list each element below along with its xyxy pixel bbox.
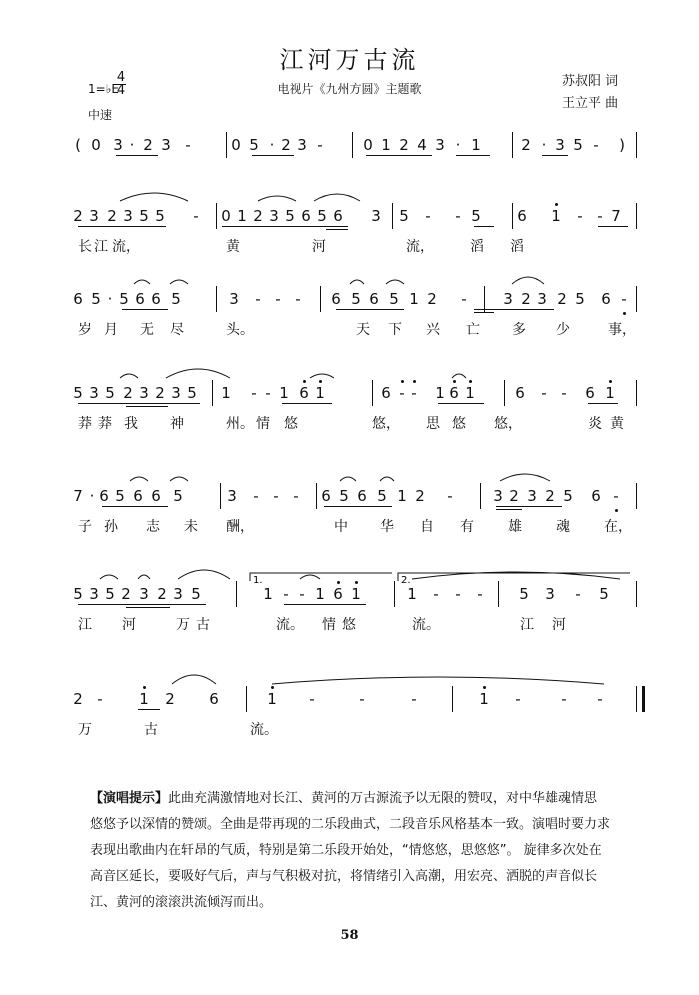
score-note: · (541, 136, 547, 154)
score-note: - (265, 384, 271, 402)
score-note: 5 (575, 290, 585, 308)
lyric: 流。 (276, 617, 304, 633)
score-note: 1 (465, 384, 475, 402)
score-note: - (577, 207, 583, 225)
score-note: 6 (369, 290, 379, 308)
score-note: 6 (517, 207, 527, 225)
score-note: 3 (89, 384, 99, 402)
slur (272, 677, 604, 684)
song-title: 江河万古流 (279, 46, 420, 74)
lyric: 黄 (610, 416, 624, 432)
score-note: 6 (133, 487, 143, 505)
score-note: 3 (113, 136, 123, 154)
lyric: 事， (608, 322, 636, 338)
score-note: - (359, 690, 365, 708)
lyric: 流。 (412, 617, 440, 633)
score-note: 5 (519, 585, 529, 603)
score-note: 2 (545, 487, 555, 505)
score-note: 3 (493, 487, 503, 505)
lyric: 炎 (588, 416, 602, 432)
score-note: - (309, 690, 315, 708)
slur (178, 570, 230, 579)
score-note: - (253, 487, 259, 505)
lyric: 在， (604, 519, 632, 535)
lyric: 自 (420, 519, 434, 535)
score-note: 1 (397, 487, 407, 505)
score-note: 1 (409, 290, 419, 308)
slur (134, 280, 150, 284)
score-note: 0 (91, 136, 101, 154)
score-note: - (411, 690, 417, 708)
score-note: 6 (151, 290, 161, 308)
score-note: - (597, 207, 603, 225)
score-note: 1 (435, 384, 445, 402)
lyric: 亡 (466, 322, 480, 338)
score-note: · (269, 136, 275, 154)
score-note: 2 (73, 207, 83, 225)
score-note: - (621, 290, 627, 308)
slur (452, 374, 466, 378)
score-note: 5 (389, 290, 399, 308)
score-note: 2 (73, 690, 83, 708)
lyric: 神 (170, 416, 184, 432)
score-note: - (193, 207, 199, 225)
score-note: - (433, 585, 439, 603)
score-note: 6 (301, 207, 311, 225)
score-note: 3 (171, 384, 181, 402)
score-note: - (593, 136, 599, 154)
score-note: 6 (357, 487, 367, 505)
score-note: 1 (237, 207, 247, 225)
score-note: 1 (139, 690, 149, 708)
score-note: - (185, 136, 191, 154)
lyric: 有 (460, 519, 474, 535)
score-note: 5 (399, 207, 409, 225)
slur (120, 374, 138, 378)
score-note: 3 (269, 207, 279, 225)
lyric: 黄 (226, 239, 240, 255)
score-note: 6 (135, 290, 145, 308)
lyric: 河 (552, 617, 566, 633)
lyric: 月 (104, 322, 118, 338)
score-note: 2 (427, 290, 437, 308)
score-note: 2 (165, 690, 175, 708)
lyric: 流， (112, 239, 140, 255)
score-note: 2 (521, 136, 531, 154)
score-note: 3 (537, 290, 547, 308)
slur (340, 477, 356, 481)
score-note: 1 (279, 384, 289, 402)
slur (512, 277, 544, 284)
score-note: 2 (253, 207, 263, 225)
lyric: 河 (122, 617, 136, 633)
score-note: - (299, 585, 305, 603)
lyric: 华 (380, 519, 394, 535)
lyric: 州。 (226, 416, 254, 432)
score-note: 2 (107, 207, 117, 225)
score-note: 2 (557, 290, 567, 308)
score-note: 3 (227, 487, 237, 505)
lyric: 岁 (78, 322, 92, 338)
score-note: ( (75, 136, 81, 154)
lyric: 流， (406, 239, 434, 255)
score-note: 6 (591, 487, 601, 505)
score-note: 1 (351, 585, 361, 603)
score-note: 3 (527, 487, 537, 505)
lyric: 古 (196, 617, 210, 633)
lyric: 兴 (426, 322, 440, 338)
score-note: - (283, 585, 289, 603)
score-note: 1 (605, 384, 615, 402)
score-note: 7 (611, 207, 621, 225)
lyric: 少 (556, 322, 570, 338)
slur (120, 193, 188, 201)
score-note: 5 (187, 384, 197, 402)
score-note: - (477, 585, 483, 603)
lyric: 天 (356, 322, 370, 338)
lyric: 我 (124, 416, 138, 432)
slur (500, 474, 550, 481)
score-note: · (107, 290, 113, 308)
score-note: - (411, 384, 417, 402)
score-note: 6 (381, 384, 391, 402)
volta-bracket (250, 573, 392, 581)
lyric: 头。 (226, 322, 254, 338)
score-note: 6 (585, 384, 595, 402)
score-note: 5 (73, 585, 83, 603)
score-note: - (399, 384, 405, 402)
tempo-marking: 中速 (88, 108, 113, 122)
score-note: 6 (321, 487, 331, 505)
score-note: - (255, 290, 261, 308)
slur (170, 477, 188, 481)
score-note: 3 (173, 585, 183, 603)
lyric: 悠， (372, 416, 400, 432)
score-note: - (613, 487, 619, 505)
volta-bracket (398, 573, 630, 581)
score-note: 3 (123, 207, 133, 225)
score-note: - (597, 690, 603, 708)
score-note: - (541, 384, 547, 402)
volta-label: 1. (253, 575, 263, 586)
score-note: 3 (139, 585, 149, 603)
score-note: 0 (363, 136, 373, 154)
score-note: 3 (89, 585, 99, 603)
score-note: 5 (105, 384, 115, 402)
performance-note (90, 786, 610, 916)
slur (172, 675, 216, 684)
slur (138, 575, 150, 579)
lyric: 情 (322, 617, 336, 633)
lyric: 雄 (508, 519, 522, 535)
lyric: 思 (426, 416, 440, 432)
score-note: 5 (471, 207, 481, 225)
score-note: 0 (221, 207, 231, 225)
slur (100, 575, 118, 579)
score-note: 3 (229, 290, 239, 308)
score-note: 2 (415, 487, 425, 505)
performance-note-text: 此曲充满激情地对长江、黄河的万古源流予以无限的赞叹，对中华雄魂情思悠悠予以深情的赞颂。全曲是带再现的二乐段曲式，二段音乐风格基本一致。演唱时要力求表现出歌曲内在轩昂的气质，特别是第二乐段开始处，“情悠悠，思悠悠”。 旋律多次处在高音区延长，要吸好气后，声与气积极对抗，将情绪引入高潮，用宏亮、洒脱的声音似长江、黄河的滚滚洪流倾泻而出。 (90, 791, 611, 910)
score-note: 6 (73, 290, 83, 308)
score-note: 6 (151, 487, 161, 505)
lyric: 滔 (510, 239, 524, 255)
lyric: 中 (334, 519, 348, 535)
score-note: 5 (191, 585, 201, 603)
score-note: - (455, 585, 461, 603)
lyric: 流。 (250, 722, 278, 738)
lyric: 悠 (342, 617, 356, 633)
score-note: 2 (123, 384, 133, 402)
score-note: · (89, 487, 95, 505)
score-note: 2 (509, 487, 519, 505)
score-note: 5 (115, 487, 125, 505)
lyric: 酬， (226, 519, 254, 535)
score-note: 3 (555, 136, 565, 154)
score-note: 5 (599, 585, 609, 603)
lyric: 江 (78, 617, 92, 633)
lyric: 尽 (170, 322, 184, 338)
score-note: 3 (545, 585, 555, 603)
score-note: - (273, 487, 279, 505)
lyric: 万 (78, 722, 92, 738)
score-note: - (575, 585, 581, 603)
composer-credit: 王立平 曲 (562, 96, 619, 111)
score-note: 6 (333, 585, 343, 603)
score-note: 1 (315, 384, 325, 402)
lyric: 悠 (284, 416, 298, 432)
score-note: 1 (381, 136, 391, 154)
score-note: · (455, 136, 461, 154)
lyric: 多 (512, 322, 526, 338)
lyric: 下 (388, 322, 402, 338)
score-note: 2 (521, 290, 531, 308)
volta-label: 2. (401, 575, 411, 586)
score-note: 5 (173, 487, 183, 505)
score-note: - (295, 290, 301, 308)
lyric: 魂 (556, 519, 570, 535)
score-note: 6 (515, 384, 525, 402)
score-note: 1 (267, 690, 277, 708)
score-note: 3 (161, 136, 171, 154)
song-subtitle: 电视片《九州方圆》主题歌 (277, 82, 422, 96)
score-note: - (293, 487, 299, 505)
lyric: 情 (256, 416, 270, 432)
lyric: 古 (144, 722, 158, 738)
lyric: 悠 (452, 416, 466, 432)
slur (258, 196, 296, 201)
score-note: 5 (139, 207, 149, 225)
lyric: 江 (520, 617, 534, 633)
score-note: - (461, 290, 467, 308)
lyric: 长 (78, 239, 92, 255)
slur (166, 369, 230, 378)
lyric: 未 (184, 519, 198, 535)
score-note: 5 (105, 585, 115, 603)
score-note: 5 (171, 290, 181, 308)
score-note: 3 (139, 384, 149, 402)
lyric: 莽 (78, 416, 92, 432)
slur (380, 477, 394, 481)
score-note: 7 (73, 487, 83, 505)
score-note: 3 (89, 207, 99, 225)
score-note: 2 (157, 585, 167, 603)
score-note: - (317, 136, 323, 154)
score-note: - (97, 690, 103, 708)
slur (310, 374, 334, 378)
score-note: 5 (563, 487, 573, 505)
score-note: 5 (119, 290, 129, 308)
score-note: 1 (471, 136, 481, 154)
score-note: 3 (371, 207, 381, 225)
time-signature-bottom: 4 (116, 83, 126, 98)
lyric: 河 (312, 239, 326, 255)
score-note: ) (619, 136, 625, 154)
lyric: 滔 (470, 239, 484, 255)
score-note: 2 (399, 136, 409, 154)
slur (170, 280, 188, 284)
score-note: 5 (155, 207, 165, 225)
slur (300, 575, 320, 579)
score-note: 2 (121, 585, 131, 603)
score-note: 6 (331, 290, 341, 308)
time-signature-top: 4 (116, 70, 126, 85)
slur (386, 280, 404, 284)
score-note: 3 (297, 136, 307, 154)
lyric: 无 (140, 322, 154, 338)
slur (350, 280, 364, 284)
score-note: 2 (155, 384, 165, 402)
score-note: - (561, 690, 567, 708)
page-number: 58 (340, 928, 359, 943)
slur (314, 194, 360, 201)
score-note: 5 (573, 136, 583, 154)
score-note: - (561, 384, 567, 402)
score-note: 1 (407, 585, 417, 603)
lyric: 孙 (104, 519, 118, 535)
score-note: 1 (551, 207, 561, 225)
score-note: - (447, 487, 453, 505)
lyric: 江 (94, 239, 108, 255)
score-note: 5 (351, 290, 361, 308)
lyric: 万 (176, 617, 190, 633)
key-signature: 1=♭E (88, 82, 119, 96)
score-note: - (425, 207, 431, 225)
score-note: 5 (339, 487, 349, 505)
score-note: - (515, 690, 521, 708)
score-note: 5 (249, 136, 259, 154)
score-note: 1 (221, 384, 231, 402)
lyricist-credit: 苏叔阳 词 (562, 74, 619, 89)
lyric: 志 (146, 519, 160, 535)
score-note: - (251, 384, 257, 402)
score-note: 5 (317, 207, 327, 225)
score-note: - (275, 290, 281, 308)
score-note: - (455, 207, 461, 225)
score-note: 6 (601, 290, 611, 308)
score-note: 1 (479, 690, 489, 708)
score-note: 6 (449, 384, 459, 402)
score-note: 6 (99, 487, 109, 505)
score-note: 1 (263, 585, 273, 603)
slur (130, 477, 148, 481)
score-note: 3 (503, 290, 513, 308)
lyric: 莽 (98, 416, 112, 432)
score-note: 6 (209, 690, 219, 708)
score-note: 6 (333, 207, 343, 225)
score-note: 5 (91, 290, 101, 308)
score-note: 1 (315, 585, 325, 603)
score-note: 2 (281, 136, 291, 154)
score-note: 0 (231, 136, 241, 154)
lyric: 子 (78, 519, 92, 535)
score-note: 6 (299, 384, 309, 402)
performance-note-label: 【演唱提示】 (90, 791, 169, 806)
score-note: 2 (143, 136, 153, 154)
score-note: 3 (435, 136, 445, 154)
score-note: · (129, 136, 135, 154)
lyric: 悠， (494, 416, 522, 432)
score-note: 4 (417, 136, 427, 154)
score-note: 5 (285, 207, 295, 225)
score-note: 5 (73, 384, 83, 402)
score-note: 5 (377, 487, 387, 505)
